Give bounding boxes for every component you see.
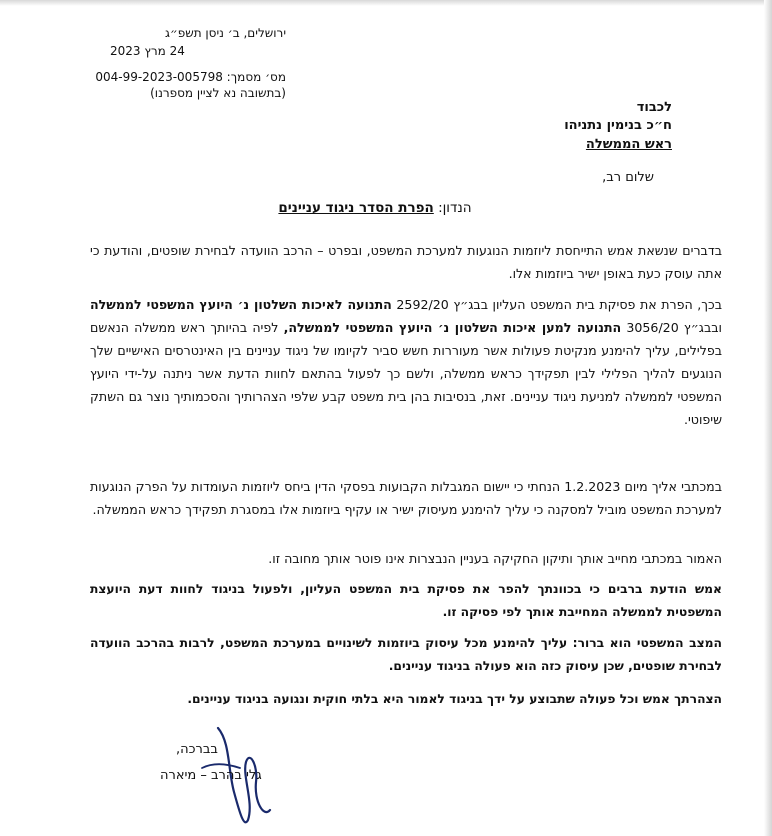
- subject-label: הנדון:: [438, 200, 472, 216]
- header-date-hebrew: ירושלים, ב׳ ניסן תשפ״ג: [165, 26, 286, 40]
- paragraph-2-part-c: ובבג״ץ 3056/20: [621, 320, 722, 335]
- recipient-name: ח״כ בנימין נתניהו: [564, 118, 672, 133]
- signer-name: גלי בהרב – מיארה: [160, 768, 262, 783]
- closing: בברכה,: [176, 742, 218, 757]
- paragraph-3: במכתבי אליך מיום 1.2.2023 הנחתי כי יישום המגבלות הקבועות בפסקי הדין ביחס ליוזמות העומדות על הפרק הנוגעות למערכת המשפט מוביל למסקנה כי עליך להימנע מעיסוק ישיר או עקיף ביוזמות אלו במסגרת תפקידך כראש הממשלה.: [90, 479, 722, 517]
- subject-text: הפרת הסדר ניגוד עניינים: [278, 200, 434, 216]
- paragraph-1: בדברים שנשאת אמש התייחסת ליוזמות הנוגעות למערכת המשפט, ובפרט – הרכב הוועדה לבחירת שופטים, והודעת כי אתה עוסק כעת באופן ישיר ביוזמות אלו.: [90, 243, 722, 281]
- recipient-to: לכבוד: [636, 100, 672, 115]
- recipient-title: ראש הממשלה: [585, 137, 672, 152]
- case-name-2592: התנועה לאיכות השלטון נ׳ היועץ המשפטי לממשלה: [90, 297, 392, 312]
- greeting: שלום רב,: [602, 170, 654, 185]
- document-reference-note: (בתשובה נא לציין מספרנו): [150, 86, 286, 100]
- header-date-gregorian: 24 מרץ 2023: [110, 44, 185, 58]
- case-name-3056: התנועה למען איכות השלטון נ׳ היועץ המשפטי לממשלה,: [283, 320, 622, 335]
- paragraph-6: המצב המשפטי הוא ברור: עליך להימנע מכל עיסוק ביוזמות לשינויים במערכת המשפט, לרבות בהרכב הוועדה לבחירת שופטים, שכן עיסוק כזה הוא פעולה בניגוד עניינים.: [90, 636, 722, 673]
- paragraph-2-part-e: לפיה בהיותך ראש ממשלה הנאשם בפלילים, עליך להימנע מנקיטת פעולות אשר מעוררות חשש סביר לקיומו של ניגוד עניינים בין האינטרסים האישיים שלך הנוגעים להליך הפלילי לבין תפקידך כראש ממשלה, ולשם כך לפעול בהתאם לחוות הדעת אשר ניתנה על-ידי היועץ המשפטי לממשלה למניעת ניגוד עניינים. זאת, בנסיבות בהן בית משפט קבע שלפי הצהרותיך והסכמותיך נוצר גם השתק שיפוטי.: [90, 320, 722, 427]
- paragraph-4: האמור במכתבי מחייב אותך ותיקון החקיקה בעניין הנבצרות אינו פוטר אותך מחובה זו.: [268, 551, 722, 566]
- paragraph-2: [90, 293, 722, 431]
- paragraph-5: אמש הודעת ברבים כי בכוונתך להפר את פסיקת בית המשפט העליון, ולפעול בניגוד לחוות דעת היועצת המשפטית לממשלה המחייבת אותך לפי פסיקה זו.: [90, 582, 722, 619]
- scan-shadow-right: [764, 0, 772, 836]
- scan-shadow-top: [0, 0, 772, 6]
- paragraph-2-part-a: בכך, הפרת את פסיקת בית המשפט העליון בבג״ץ 2592/20: [391, 297, 722, 312]
- subject-line: [250, 200, 500, 216]
- paragraph-7: הצהרתך אמש וכל פעולה שתבוצע על ידך בניגוד לאמור היא בלתי חוקית ונגועה בניגוד עניינים.: [187, 692, 722, 706]
- document-reference-number: מס׳ מסמך: 004-99-2023-005798: [95, 70, 286, 84]
